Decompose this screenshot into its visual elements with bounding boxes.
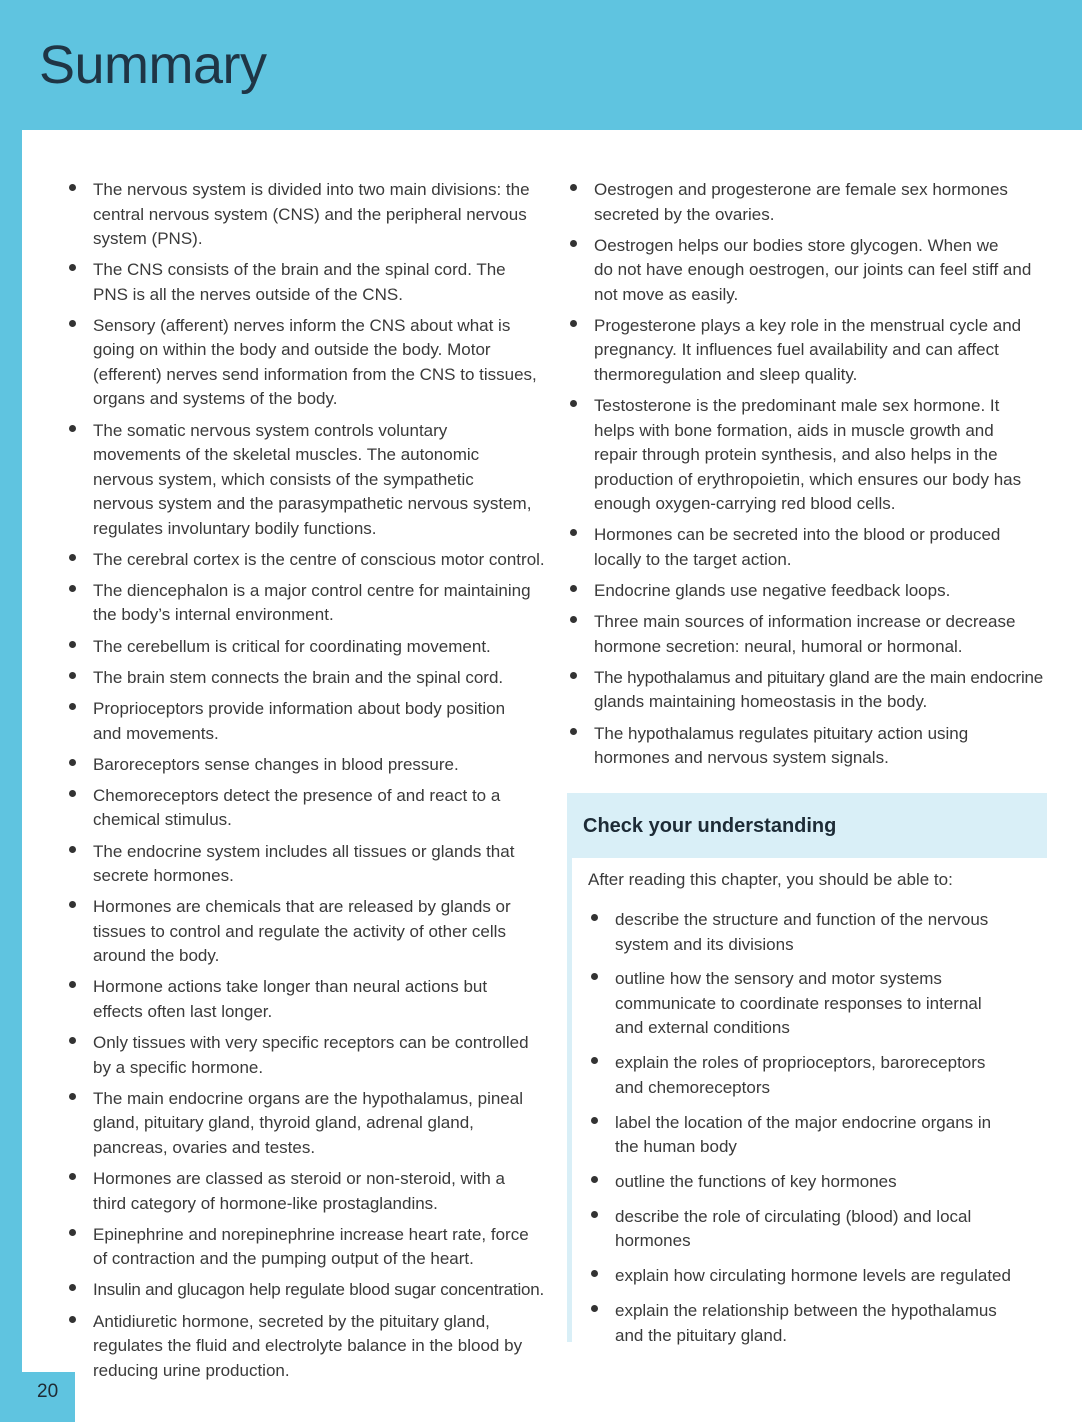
- bullet-item: [93, 579, 545, 628]
- bullet-icon: [570, 616, 577, 623]
- bullet-icon: [591, 1211, 598, 1218]
- bullet-text-line: glands maintaining homeostasis in the body.: [594, 692, 928, 712]
- bullet-text-line: hormones: [615, 1231, 691, 1251]
- bullet-icon: [69, 790, 76, 797]
- bullet-text-line: helps with bone formation, aids in muscle growth and: [594, 420, 994, 440]
- bullet-item: [93, 1223, 545, 1272]
- bullet-text-line: pancreas, ovaries and testes.: [93, 1137, 316, 1157]
- bullet-text-line: explain the relationship between the hypothalamus: [615, 1301, 997, 1321]
- bullet-icon: [570, 240, 577, 247]
- bullet-icon: [570, 320, 577, 327]
- bullet-item: [93, 548, 545, 573]
- bullet-icon: [69, 585, 76, 592]
- bullet-text-line: the human body: [615, 1137, 737, 1157]
- bullet-item: [93, 895, 545, 969]
- bullet-item: [594, 314, 1044, 388]
- check-understanding-intro: After reading this chapter, you should be able to:: [588, 870, 953, 889]
- bullet-text-line: Proprioceptors provide information about body position: [93, 699, 506, 718]
- bullet-icon: [570, 672, 577, 679]
- bullet-text-line: Antidiuretic hormone, secreted by the pituitary gland,: [93, 1311, 490, 1331]
- bullet-text-line: gland, pituitary gland, thyroid gland, adrenal gland,: [93, 1113, 474, 1133]
- bullet-text-line: label the location of the major endocrine organs in: [615, 1112, 992, 1132]
- bullet-text-line: pregnancy. It influences fuel availability and can affect: [594, 340, 999, 360]
- bullet-text-line: around the body.: [93, 946, 220, 966]
- check-understanding-box: [567, 793, 1047, 1345]
- bullet-item: [594, 579, 1044, 604]
- bullet-text-line: enough oxygen-carrying red blood cells.: [594, 494, 896, 514]
- bullet-icon: [69, 554, 76, 561]
- header-banner: [0, 0, 1082, 130]
- bullet-icon: [591, 1176, 598, 1183]
- bullet-text-line: by a specific hormone.: [93, 1057, 264, 1077]
- bullet-item: [615, 1170, 1040, 1195]
- bullet-icon: [69, 981, 76, 988]
- bullet-text-line: Insulin and glucagon help regulate blood sugar concentration.: [93, 1280, 544, 1300]
- bullet-text-line: hormone secretion: neural, humoral or hormonal.: [594, 636, 963, 656]
- bullet-icon: [69, 1037, 76, 1044]
- bullet-text-line: going on within the body and outside the body. Motor: [93, 340, 491, 360]
- bullet-icon: [591, 1305, 598, 1312]
- bullet-text-line: (efferent) nerves send information from the CNS to tissues,: [93, 364, 537, 384]
- bullet-icon: [69, 846, 76, 853]
- bullet-text-line: The nervous system is divided into two main divisions: the: [93, 180, 530, 199]
- bullet-item: [594, 722, 1044, 771]
- bullet-text-line: and the pituitary gland.: [615, 1325, 788, 1345]
- bullet-item: [93, 975, 545, 1024]
- bullet-item: [594, 394, 1044, 517]
- bullet-text-line: and movements.: [93, 723, 219, 743]
- bullet-text-line: Hormones are chemicals that are released by glands or: [93, 897, 511, 917]
- bullet-item: [93, 1031, 545, 1080]
- bullet-icon: [69, 901, 76, 908]
- bullet-item: [93, 1310, 545, 1384]
- bullet-item: [93, 635, 545, 660]
- bullet-icon: [69, 703, 76, 710]
- bullet-text-line: Testosterone is the predominant male sex hormone. It: [594, 396, 1000, 416]
- page-number: 20: [37, 1381, 59, 1402]
- bullet-item: [594, 178, 1044, 227]
- bullet-text-line: production of erythropoietin, which ensures our body has: [594, 469, 1022, 489]
- page-title: Summary: [39, 35, 267, 95]
- bullet-text-line: system and its divisions: [615, 934, 794, 954]
- bullet-icon: [69, 641, 76, 648]
- bullet-text-line: The hypothalamus and pituitary gland are the main endocrine: [594, 667, 1043, 687]
- bullet-text-line: effects often last longer.: [93, 1001, 273, 1021]
- bullet-text-line: Hormone actions take longer than neural actions but: [93, 977, 488, 997]
- bullet-item: [93, 314, 545, 412]
- bullet-text-line: The cerebral cortex is the centre of conscious motor control.: [93, 549, 545, 569]
- bullet-item: [594, 666, 1044, 715]
- bullet-text-line: Oestrogen and progesterone are female sex hormones: [594, 180, 1008, 199]
- bullet-icon: [69, 1229, 76, 1236]
- bullet-item: [93, 697, 545, 746]
- check-understanding-body: [567, 858, 1047, 1345]
- bullet-text-line: tissues to control and regulate the activity of other cells: [93, 921, 506, 941]
- bullet-text-line: Oestrogen helps our bodies store glycogen. When we: [594, 235, 999, 255]
- bullet-text-line: not move as easily.: [594, 284, 739, 304]
- bullet-text-line: Sensory (afferent) nerves inform the CNS about what is: [93, 315, 511, 335]
- bullet-item: [93, 1278, 545, 1303]
- bullet-text-line: secrete hormones.: [93, 866, 234, 886]
- bullet-text-line: third category of hormone-like prostaglandins.: [93, 1193, 438, 1213]
- bullet-text-line: regulates involuntary bodily functions.: [93, 518, 377, 538]
- summary-list-right: [594, 178, 1044, 777]
- bullet-icon: [69, 1284, 76, 1291]
- bullet-item: [93, 178, 545, 252]
- bullet-text-line: The hypothalamus regulates pituitary action using: [594, 723, 969, 743]
- bullet-text-line: of contraction and the pumping output of the heart.: [93, 1249, 474, 1269]
- bullet-item: [93, 1087, 545, 1161]
- page-number-box: [0, 1372, 75, 1422]
- bullet-item: [615, 1299, 1040, 1348]
- bullet-text-line: Hormones can be secreted into the blood or produced: [594, 525, 1001, 545]
- bullet-item: [615, 1264, 1040, 1289]
- bullet-text-line: Chemoreceptors detect the presence of and react to a: [93, 785, 501, 805]
- bullet-item: [93, 784, 545, 833]
- bullet-item: [93, 419, 545, 542]
- bullet-text-line: Only tissues with very specific receptors can be controlled: [93, 1033, 529, 1053]
- bullet-item: [594, 234, 1044, 308]
- bullet-text-line: secreted by the ovaries.: [594, 204, 775, 224]
- bullet-icon: [591, 973, 598, 980]
- bullet-item: [615, 908, 1040, 957]
- bullet-icon: [69, 425, 76, 432]
- bullet-item: [594, 610, 1044, 659]
- bullet-text-line: Three main sources of information increase or decrease: [594, 612, 1016, 632]
- bullet-item: [93, 840, 545, 889]
- bullet-icon: [69, 1173, 76, 1180]
- bullet-icon: [570, 728, 577, 735]
- bullet-text-line: outline how the sensory and motor systems: [615, 969, 942, 989]
- bullet-text-line: system (PNS).: [93, 229, 203, 248]
- bullet-text-line: The brain stem connects the brain and the spinal cord.: [93, 667, 504, 687]
- bullet-icon: [69, 1093, 76, 1100]
- bullet-text-line: nervous system and the parasympathetic nervous system,: [93, 494, 532, 514]
- bullet-text-line: the body’s internal environment.: [93, 605, 334, 625]
- bullet-item: [594, 523, 1044, 572]
- bullet-item: [615, 1205, 1040, 1254]
- summary-list-left: [93, 178, 545, 1390]
- bullet-text-line: organs and systems of the body.: [93, 389, 338, 409]
- bullet-icon: [69, 672, 76, 679]
- bullet-text-line: The endocrine system includes all tissues or glands that: [93, 841, 515, 861]
- bullet-text-line: locally to the target action.: [594, 549, 792, 569]
- bullet-text-line: communicate to coordinate responses to internal: [615, 993, 982, 1013]
- bullet-text-line: describe the structure and function of the nervous: [615, 910, 989, 929]
- bullet-text-line: central nervous system (CNS) and the peripheral nervous: [93, 204, 527, 224]
- bullet-text-line: Progesterone plays a key role in the menstrual cycle and: [594, 315, 1022, 335]
- bullet-text-line: outline the functions of key hormones: [615, 1172, 897, 1192]
- bullet-item: [615, 1051, 1040, 1100]
- check-understanding-header: [567, 793, 1047, 858]
- bullet-text-line: thermoregulation and sleep quality.: [594, 364, 858, 384]
- bullet-icon: [69, 264, 76, 271]
- bullet-text-line: reducing urine production.: [93, 1360, 290, 1380]
- bullet-text-line: The cerebellum is critical for coordinating movement.: [93, 636, 491, 656]
- bullet-text-line: describe the role of circulating (blood) and local: [615, 1206, 972, 1226]
- bullet-text-line: The main endocrine organs are the hypothalamus, pineal: [93, 1088, 523, 1108]
- bullet-icon: [69, 759, 76, 766]
- bullet-icon: [69, 320, 76, 327]
- bullet-text-line: movements of the skeletal muscles. The autonomic: [93, 445, 480, 465]
- bullet-icon: [591, 1270, 598, 1277]
- bullet-icon: [570, 529, 577, 536]
- bullet-text-line: nervous system, which consists of the sympathetic: [93, 469, 474, 489]
- bullet-text-line: The diencephalon is a major control centre for maintaining: [93, 580, 531, 600]
- bullet-text-line: and external conditions: [615, 1018, 790, 1038]
- bullet-text-line: The somatic nervous system controls voluntary: [93, 420, 448, 440]
- check-understanding-title: Check your understanding: [583, 815, 837, 837]
- bullet-text-line: hormones and nervous system signals.: [594, 748, 889, 767]
- bullet-icon: [570, 184, 577, 191]
- bullet-icon: [69, 184, 76, 191]
- bullet-text-line: The CNS consists of the brain and the spinal cord. The: [93, 260, 506, 280]
- bullet-item: [93, 666, 545, 691]
- bullet-icon: [69, 1316, 76, 1323]
- bullet-item: [93, 753, 545, 778]
- bullet-icon: [591, 1117, 598, 1124]
- bullet-text-line: Endocrine glands use negative feedback loops.: [594, 580, 951, 600]
- bullet-text-line: Hormones are classed as steroid or non-steroid, with a: [93, 1169, 505, 1188]
- bullet-item: [615, 967, 1040, 1041]
- bullet-text-line: explain how circulating hormone levels are regulated: [615, 1266, 1011, 1286]
- bullet-icon: [570, 400, 577, 407]
- side-accent-strip: [0, 130, 22, 1422]
- bullet-item: [93, 258, 545, 307]
- bullet-text-line: chemical stimulus.: [93, 810, 232, 830]
- bullet-text-line: Baroreceptors sense changes in blood pressure.: [93, 754, 459, 774]
- learning-outcomes-list: [615, 908, 1040, 1359]
- bullet-text-line: explain the roles of proprioceptors, baroreceptors: [615, 1053, 986, 1073]
- bullet-item: [615, 1111, 1040, 1160]
- bullet-text-line: Epinephrine and norepinephrine increase heart rate, force: [93, 1224, 529, 1244]
- bullet-item: [93, 1167, 545, 1216]
- bullet-icon: [570, 585, 577, 592]
- bullet-icon: [591, 1057, 598, 1064]
- bullet-text-line: do not have enough oestrogen, our joints can feel stiff and: [594, 260, 1032, 280]
- bullet-text-line: repair through protein synthesis, and also helps in the: [594, 445, 998, 465]
- bullet-icon: [591, 914, 598, 921]
- bullet-text-line: PNS is all the nerves outside of the CNS.: [93, 284, 403, 304]
- bullet-text-line: regulates the fluid and electrolyte balance in the blood by: [93, 1336, 523, 1356]
- bullet-text-line: and chemoreceptors: [615, 1077, 770, 1097]
